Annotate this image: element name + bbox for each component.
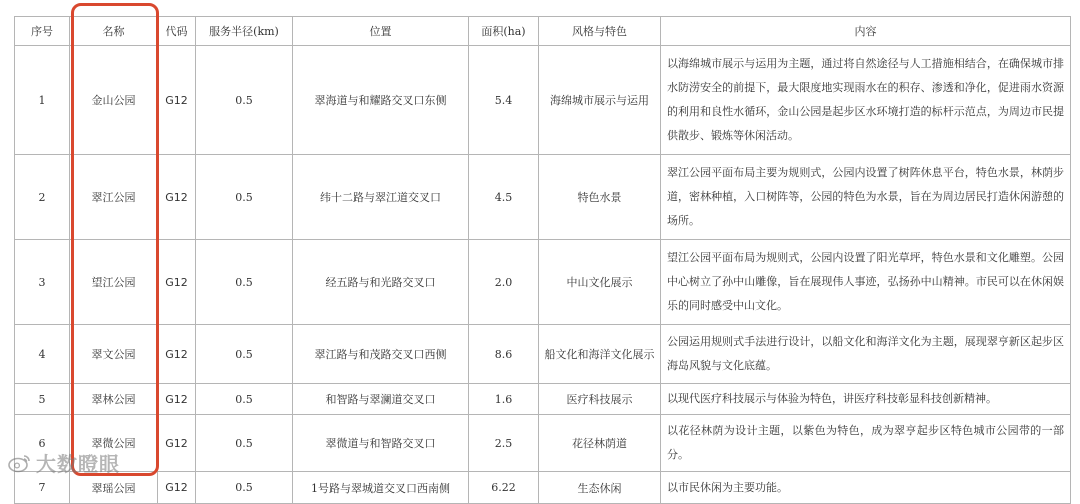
cell-location: 经五路与和光路交叉口 bbox=[293, 240, 469, 325]
header-row bbox=[15, 17, 1071, 46]
weibo-icon bbox=[8, 453, 32, 473]
table-row bbox=[15, 155, 1071, 240]
cell-area: 1.6 bbox=[469, 384, 539, 415]
cell-no: 3 bbox=[15, 240, 70, 325]
cell-content: 以现代医疗科技展示与体验为特色，讲医疗科技彰显科技创新精神。 bbox=[661, 384, 1071, 415]
cell-style: 生态休闲 bbox=[539, 472, 661, 504]
cell-name: 翠江公园 bbox=[70, 155, 158, 240]
cell-radius: 0.5 bbox=[196, 155, 293, 240]
cell-radius: 0.5 bbox=[196, 46, 293, 155]
cell-no: 6 bbox=[15, 415, 70, 472]
cell-style: 中山文化展示 bbox=[539, 240, 661, 325]
cell-location: 和智路与翠澜道交叉口 bbox=[293, 384, 469, 415]
cell-no: 2 bbox=[15, 155, 70, 240]
cell-code: G12 bbox=[158, 415, 196, 472]
cell-location: 纬十二路与翠江道交叉口 bbox=[293, 155, 469, 240]
cell-style: 医疗科技展示 bbox=[539, 384, 661, 415]
watermark-text: 大数瞪眼 bbox=[36, 452, 120, 476]
header-code: 代码 bbox=[158, 17, 196, 46]
cell-location: 翠江路与和茂路交叉口西侧 bbox=[293, 325, 469, 384]
cell-content: 望江公园平面布局为规则式，公园内设置了阳光草坪，特色水景和文化雕塑。公园中心树立了孙中山雕像，旨在展现伟人事迹，弘扬孙中山精神。市民可以在休闲娱乐的同时感受中山文化。 bbox=[661, 240, 1071, 325]
cell-content: 公园运用规则式手法进行设计，以船文化和海洋文化为主题，展现翠亨新区起步区海岛风貌与文化底蕴。 bbox=[661, 325, 1071, 384]
header-radius: 服务半径(km) bbox=[196, 17, 293, 46]
cell-content: 以海绵城市展示与运用为主题，通过将自然途径与人工措施相结合，在确保城市排水防涝安全的前提下，最大限度地实现雨水在的积存、渗透和净化，促进雨水资源的利用和良性水循环，金山公园是起步区水环境打造的标杆示范点，为周边市民提供散步、锻炼等休闲活动。 bbox=[661, 46, 1071, 155]
watermark bbox=[8, 448, 120, 477]
cell-area: 4.5 bbox=[469, 155, 539, 240]
cell-area: 2.0 bbox=[469, 240, 539, 325]
cell-code: G12 bbox=[158, 384, 196, 415]
table-row bbox=[15, 384, 1071, 415]
header-name: 名称 bbox=[70, 17, 158, 46]
header-location: 位置 bbox=[293, 17, 469, 46]
table-container bbox=[14, 16, 1070, 504]
table-row bbox=[15, 325, 1071, 384]
cell-no: 7 bbox=[15, 472, 70, 504]
cell-code: G12 bbox=[158, 46, 196, 155]
table-row bbox=[15, 472, 1071, 504]
cell-radius: 0.5 bbox=[196, 472, 293, 504]
parks-table bbox=[14, 16, 1071, 504]
cell-area: 8.6 bbox=[469, 325, 539, 384]
cell-name: 翠瑶公园 bbox=[70, 472, 158, 504]
cell-code: G12 bbox=[158, 325, 196, 384]
cell-name: 翠林公园 bbox=[70, 384, 158, 415]
cell-code: G12 bbox=[158, 155, 196, 240]
cell-no: 1 bbox=[15, 46, 70, 155]
cell-no: 4 bbox=[15, 325, 70, 384]
cell-content: 以市民休闲为主要功能。 bbox=[661, 472, 1071, 504]
cell-radius: 0.5 bbox=[196, 384, 293, 415]
cell-no: 5 bbox=[15, 384, 70, 415]
header-area: 面积(ha) bbox=[469, 17, 539, 46]
cell-name: 望江公园 bbox=[70, 240, 158, 325]
cell-location: 翠微道与和智路交叉口 bbox=[293, 415, 469, 472]
table-row bbox=[15, 240, 1071, 325]
cell-radius: 0.5 bbox=[196, 325, 293, 384]
header-style: 风格与特色 bbox=[539, 17, 661, 46]
cell-style: 海绵城市展示与运用 bbox=[539, 46, 661, 155]
table-row bbox=[15, 415, 1071, 472]
cell-content: 翠江公园平面布局主要为规则式，公园内设置了树阵休息平台，特色水景，林荫步道，密林种植，入口树阵等，公园的特色为水景，旨在为周边居民打造休闲游憩的场所。 bbox=[661, 155, 1071, 240]
cell-code: G12 bbox=[158, 240, 196, 325]
cell-style: 船文化和海洋文化展示 bbox=[539, 325, 661, 384]
cell-name: 翠微公园 bbox=[70, 415, 158, 472]
cell-content: 以花径林荫为设计主题，以紫色为特色，成为翠亨起步区特色城市公园带的一部分。 bbox=[661, 415, 1071, 472]
cell-name: 金山公园 bbox=[70, 46, 158, 155]
cell-radius: 0.5 bbox=[196, 415, 293, 472]
table-row bbox=[15, 46, 1071, 155]
cell-location: 翠海道与和耀路交叉口东侧 bbox=[293, 46, 469, 155]
cell-radius: 0.5 bbox=[196, 240, 293, 325]
header-content: 内容 bbox=[661, 17, 1071, 46]
cell-area: 5.4 bbox=[469, 46, 539, 155]
cell-style: 特色水景 bbox=[539, 155, 661, 240]
header-no: 序号 bbox=[15, 17, 70, 46]
cell-area: 6.22 bbox=[469, 472, 539, 504]
cell-location: 1号路与翠城道交叉口西南侧 bbox=[293, 472, 469, 504]
cell-area: 2.5 bbox=[469, 415, 539, 472]
cell-code: G12 bbox=[158, 472, 196, 504]
cell-style: 花径林荫道 bbox=[539, 415, 661, 472]
cell-name: 翠文公园 bbox=[70, 325, 158, 384]
